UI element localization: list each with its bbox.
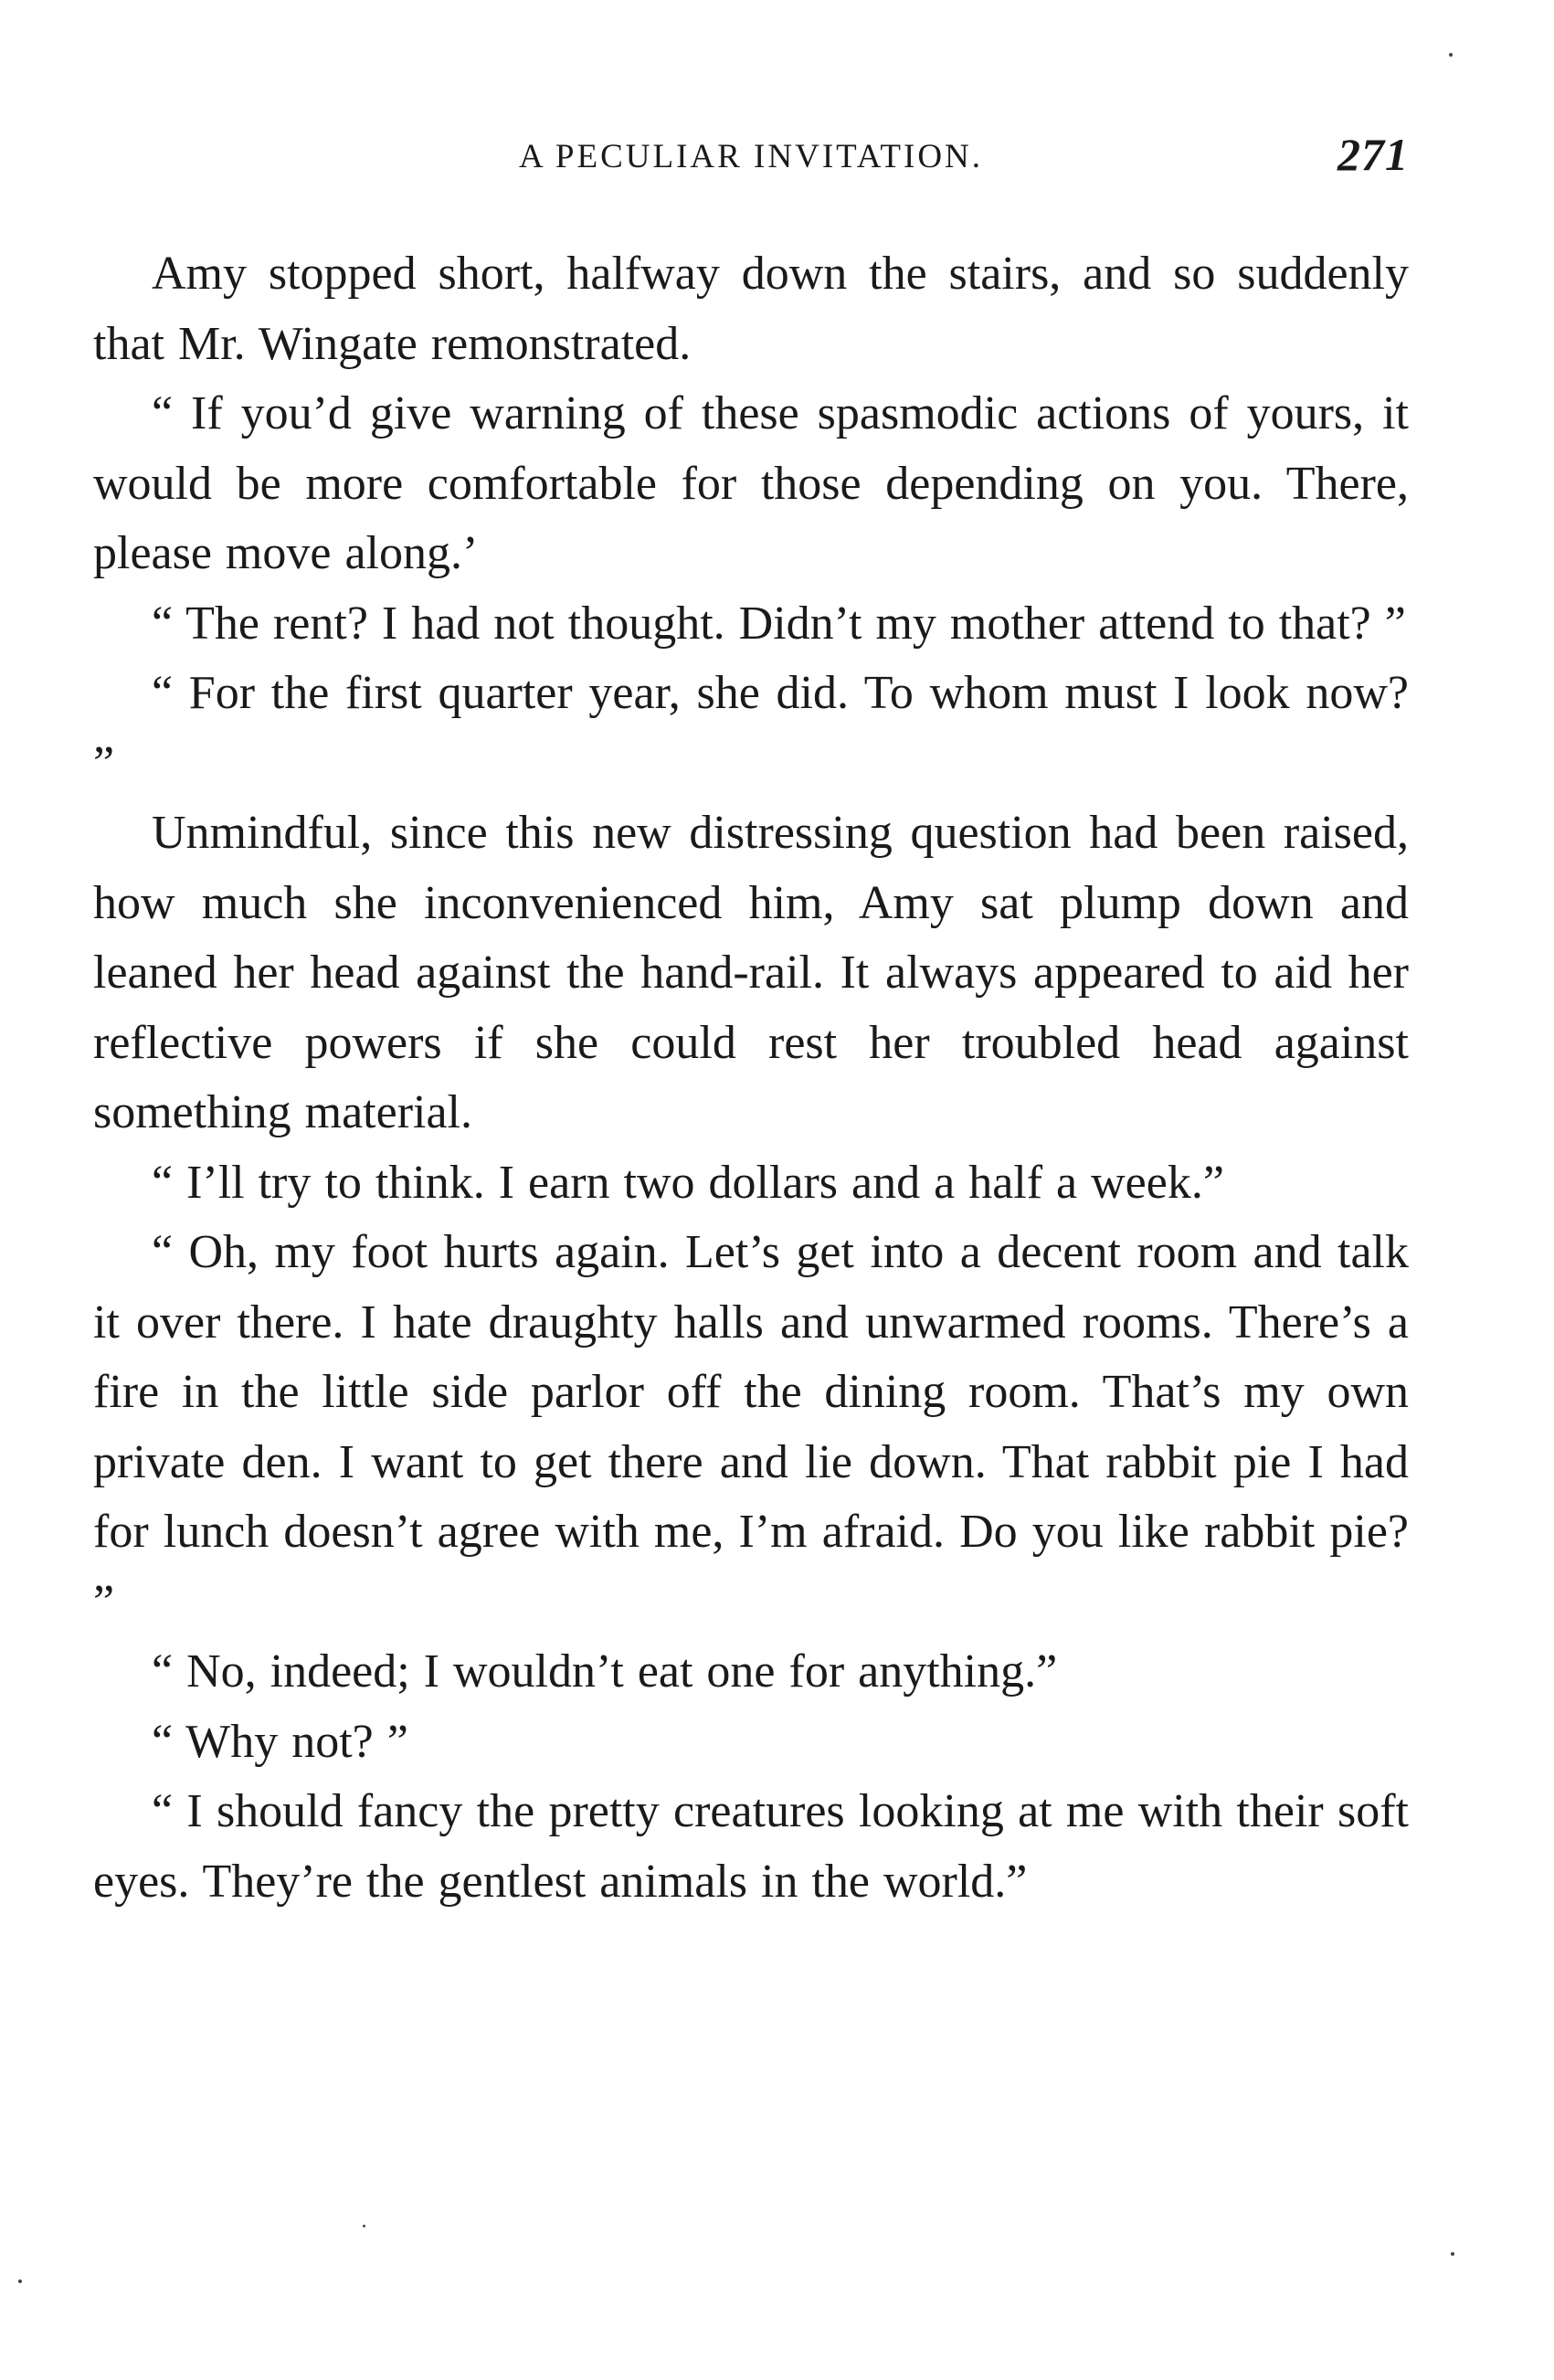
paragraph: “ Oh, my foot hurts again. Let’s get into a decent room and talk it over there. I hate draughty halls and unwarmed rooms. There’s a fire in the little side parlor off the dining room. That’s my own private den. I want to get there and lie down. That rabbit pie I had for lunch doesn’t agree with me, I’m afraid. Do you like rabbit pie? ” <box>93 1226 1409 1628</box>
paragraph: “ I should fancy the pretty creatures looking at me with their soft eyes. They’re the gentlest animals in the world.” <box>93 1785 1409 1908</box>
paragraph: “ If you’d give warning of these spasmodic actions of yours, it would be more comfortable for those depending on you. There, please move along.’ <box>93 387 1409 579</box>
paragraph: “ For the first quarter year, she did. To whom must I look now? ” <box>93 667 1409 789</box>
body-text <box>93 239 1409 1917</box>
running-head <box>93 128 1409 183</box>
paper-speck <box>1451 2252 1454 2256</box>
paragraph: “ Why not? ” <box>152 1715 408 1768</box>
paper-speck <box>18 2280 22 2283</box>
paragraph: “ The rent? I had not thought. Didn’t my mother attend to that? ” <box>152 597 1406 650</box>
paper-speck <box>1449 53 1453 57</box>
paragraph: Unmindful, since this new distressing question had been raised, how much she inconvenienced him, Amy sat plump down and leaned her head against the hand-rail. It always appeared to aid her reflective powers if she could rest her troubled head against something material. <box>93 807 1409 1138</box>
paragraph: “ No, indeed; I wouldn’t eat one for anything.” <box>152 1645 1058 1698</box>
paragraph: “ I’ll try to think. I earn two dollars and a half a week.” <box>152 1156 1224 1209</box>
paper-speck <box>363 2225 365 2227</box>
paragraph: Amy stopped short, halfway down the stairs, and so suddenly that Mr. Wingate remonstrated. <box>93 248 1409 370</box>
running-title: A PECULIAR INVITATION. <box>518 138 984 175</box>
page-number: 271 <box>1337 129 1409 180</box>
